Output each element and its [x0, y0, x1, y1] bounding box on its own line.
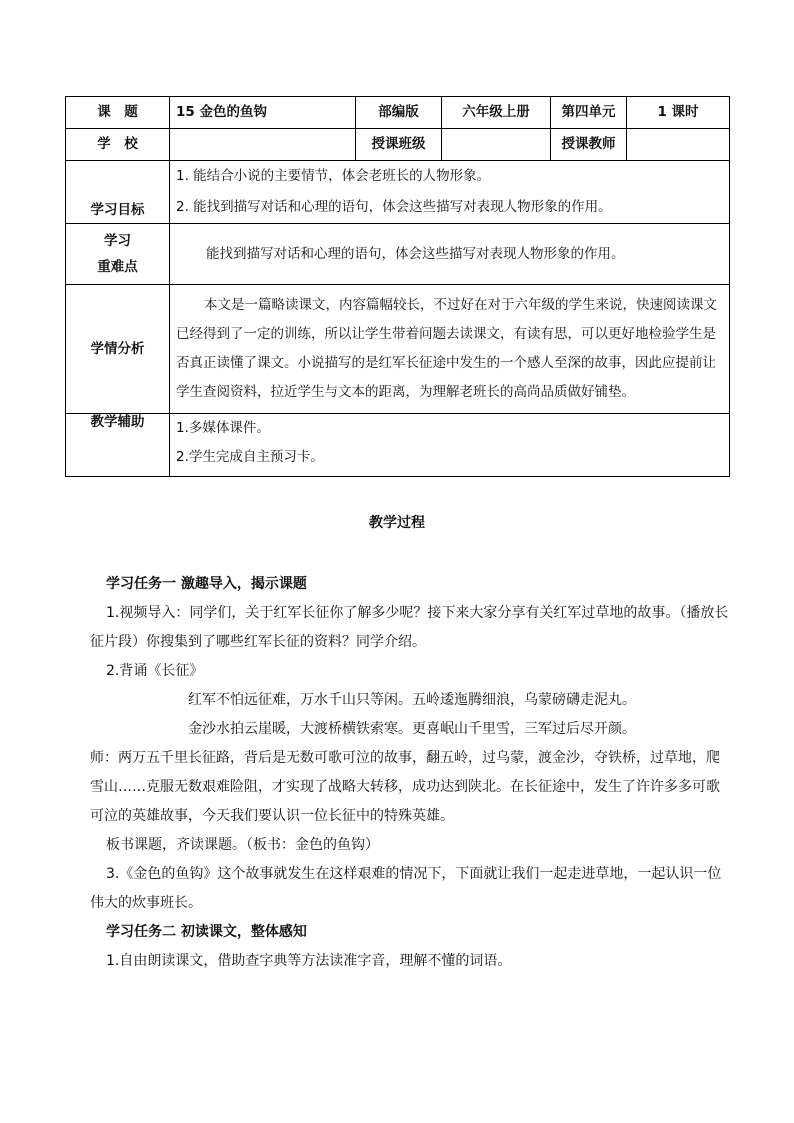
periods: 1 课时	[627, 97, 730, 129]
key-points-label	[66, 224, 170, 285]
teacher-label: 授课教师	[551, 129, 627, 161]
goal-item: 1. 能结合小说的主要情节，体会老班长的人物形象。	[176, 168, 491, 184]
paragraph: 3.《金色的鱼钩》这个故事就发生在这样艰难的情况下，下面就让我们一起走进草地，一起认识一位伟大的炊事班长。	[90, 866, 722, 911]
unit: 第四单元	[551, 97, 627, 129]
school-label: 学 校	[66, 129, 170, 161]
analysis-content: 本文是一篇略读课文，内容篇幅较长，不过好在对于六年级的学生来说，快速阅读课文已经得到了一定的训练，所以让学生带着问题去读课文，有读有思，可以更好地检验学生是否真正读懂了课文。小说描写的是红军长征途中发生的一个感人至深的故事，因此应提前让学生查阅资料，拉近学生与文本的距离，为理解老班长的高尚品质做好铺垫。	[170, 285, 730, 414]
paragraph: 师：两万五千里长征路，背后是无数可歌可泣的故事，翻五岭，过乌蒙，渡金沙，夺铁桥，过草地，爬雪山……克服无数艰难险阻，才实现了战略大转移，成功达到陕北。在长征途中，发生了许许多多可歌可泣的英雄故事，今天我们要认识一位长征中的特殊英雄。	[90, 750, 720, 824]
paragraph: 2.背诵《长征》	[106, 663, 204, 679]
analysis-row	[66, 285, 730, 414]
goals-content	[170, 161, 730, 224]
goal-item: 2. 能找到描写对话和心理的语句，体会这些描写对表现人物形象的作用。	[176, 199, 612, 215]
task2-title: 学习任务二 初读课文，整体感知	[106, 924, 307, 940]
paragraph: 1.自由朗读课文，借助查字典等方法读准字音，理解不懂的词语。	[106, 953, 512, 969]
grade: 六年级上册	[442, 97, 551, 129]
aid-item: 2.学生完成自主预习卡。	[176, 449, 324, 465]
aids-label: 教学辅助	[66, 414, 170, 477]
class-label: 授课班级	[356, 129, 442, 161]
section-title: 教学过程	[369, 515, 425, 531]
key-points-label-line1: 学习	[104, 233, 131, 249]
class-value	[442, 129, 551, 161]
key-points-row	[66, 224, 730, 285]
lesson-info-table	[65, 96, 730, 477]
paragraph: 板书课题，齐读课题。（板书：金色的鱼钩）	[106, 837, 379, 853]
lesson-title: 15 金色的鱼钩	[170, 97, 356, 129]
aids-content	[170, 414, 730, 477]
topic-label: 课 题	[66, 97, 170, 129]
teaching-process	[90, 570, 730, 976]
teacher-value	[627, 129, 730, 161]
header-row	[66, 97, 730, 129]
task1-title: 学习任务一 激趣导入，揭示课题	[106, 576, 307, 592]
aids-row	[66, 414, 730, 477]
key-points-label-line2: 重难点	[97, 259, 138, 275]
school-value	[170, 129, 356, 161]
aid-item: 1.多媒体课件。	[176, 420, 270, 436]
school-row	[66, 129, 730, 161]
poem-line: 红军不怕远征难，万水千山只等闲。五岭逶迤腾细浪，乌蒙磅礴走泥丸。	[188, 692, 636, 708]
goals-row	[66, 161, 730, 224]
poem-line: 金沙水拍云崖暖，大渡桥横铁索寒。更喜岷山千里雪，三军过后尽开颜。	[188, 721, 636, 737]
goals-label: 学习目标	[66, 161, 170, 224]
paragraph: 1.视频导入：同学们，关于红军长征你了解多少呢？接下来大家分享有关红军过草地的故事。（播放长征片段）你搜集到了哪些红军长征的资料？同学介绍。	[90, 605, 729, 650]
edition: 部编版	[356, 97, 442, 129]
analysis-label: 学情分析	[66, 285, 170, 414]
key-points-content: 能找到描写对话和心理的语句，体会这些描写对表现人物形象的作用。	[170, 224, 730, 285]
